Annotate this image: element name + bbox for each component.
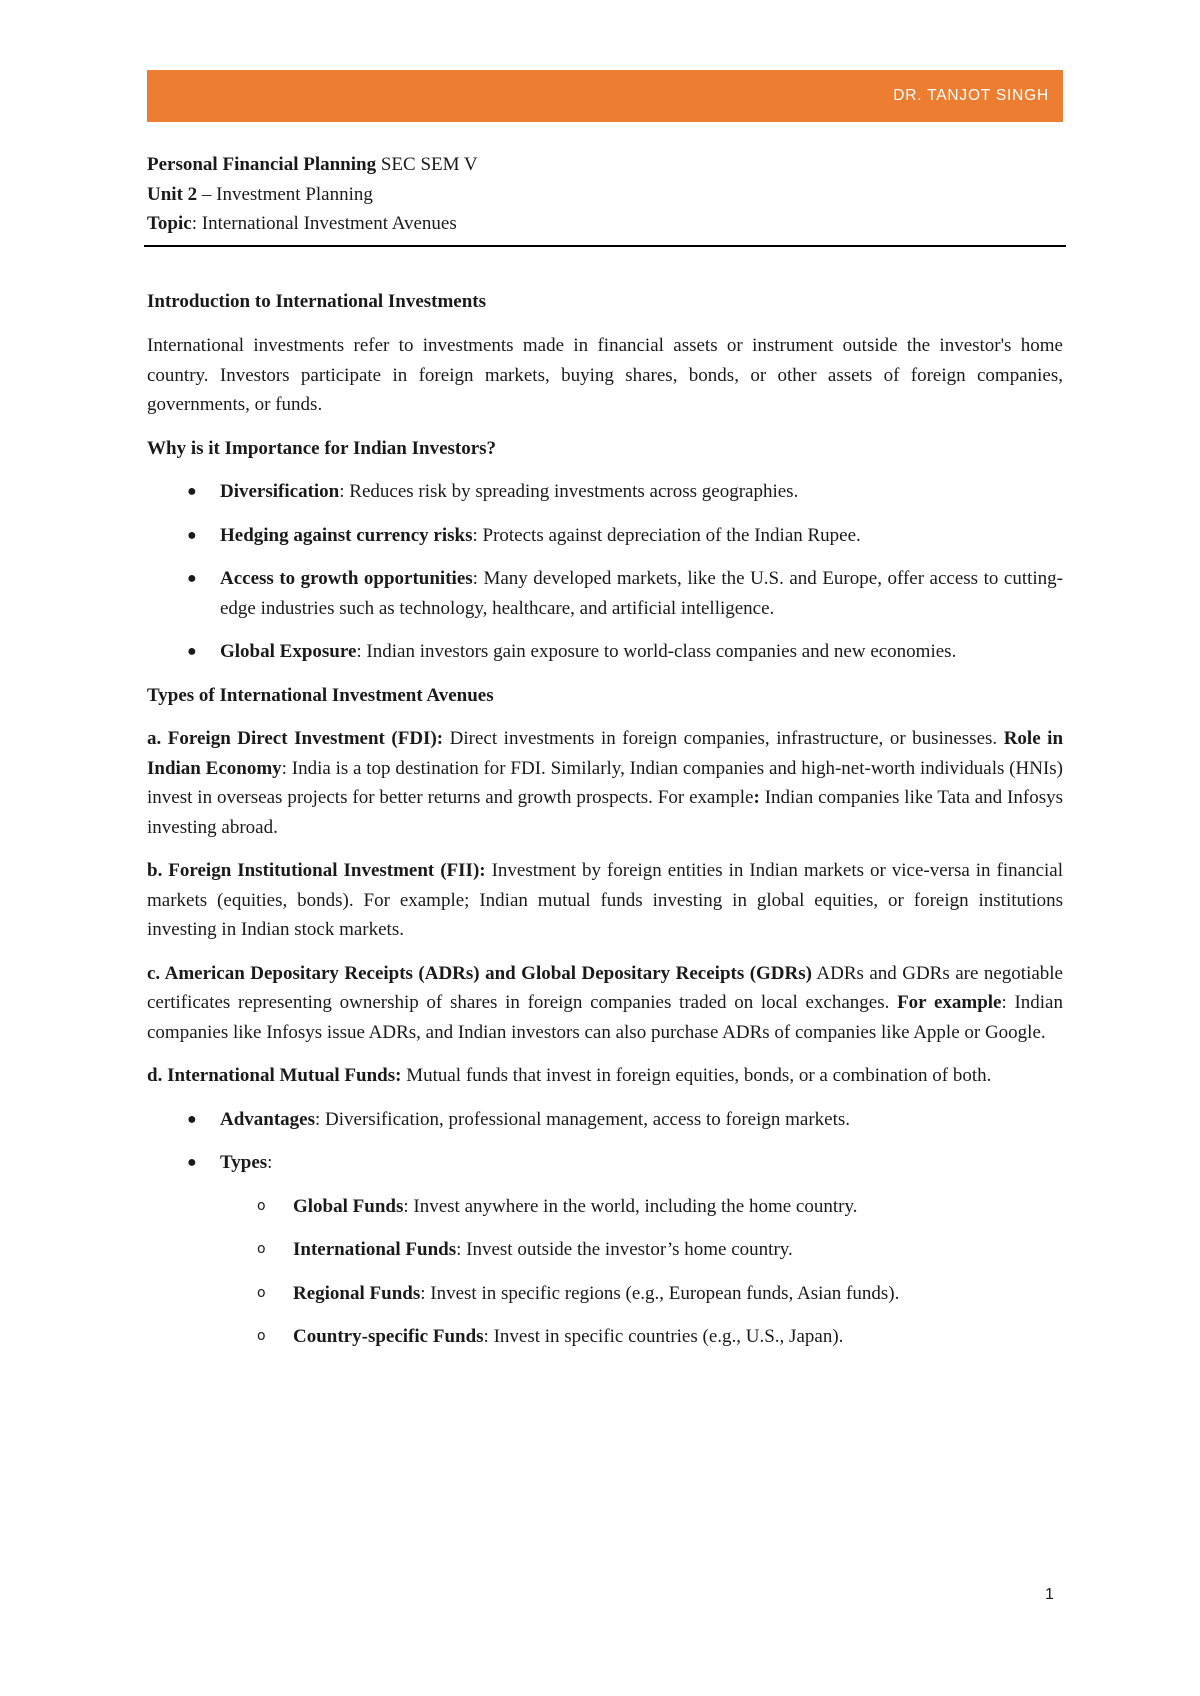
topic-line	[147, 209, 1063, 239]
fii-paragraph: b. Foreign Institutional Investment (FII): Investment by foreign entities in Indian markets or vice-versa in financial markets (equities, bonds). For example; Indian mutual funds investing in global equities, or foreign institutions investing in Indian stock markets.	[147, 860, 1063, 940]
author-name: DR. TANJOT SINGH	[893, 87, 1049, 104]
list-item: ● Global Exposure: Indian investors gain exposure to world-class companies and new economies.	[147, 637, 1063, 667]
circle-bullet-icon: o	[257, 1241, 266, 1257]
bullet-icon: ●	[187, 483, 197, 500]
topic-label: Topic	[147, 213, 192, 234]
course-title: Personal Financial Planning	[147, 154, 377, 175]
types-heading: Types of International Investment Avenues	[147, 684, 494, 706]
list-item: o Global Funds: Invest anywhere in the world, including the home country.	[147, 1192, 1063, 1222]
course-info: SEC SEM V	[376, 154, 478, 175]
course-line	[147, 150, 1063, 180]
list-item: ● Diversification: Reduces risk by spreading investments across geographies.	[147, 477, 1063, 507]
circle-bullet-icon: o	[257, 1197, 266, 1214]
list-item: ● Types:	[147, 1148, 1063, 1178]
header-divider	[144, 245, 1066, 247]
bullet-icon: ●	[187, 526, 197, 544]
unit-label: Unit 2	[147, 183, 198, 205]
list-item: o Country-specific Funds: Invest in specific countries (e.g., U.S., Japan).	[147, 1322, 1063, 1352]
intro-heading: Introduction to International Investments	[147, 290, 487, 312]
header-bar	[147, 70, 1063, 122]
bullet-icon: ●	[187, 1110, 197, 1128]
intro-paragraph: International investments refer to investments made in financial assets or instrument outside the investor's home country. Investors participate in foreign markets, buying shares, bonds, or other assets of foreign companies, governments, or funds.	[147, 335, 1063, 415]
list-item: o International Funds: Invest outside the investor’s home country.	[147, 1235, 1063, 1265]
circle-bullet-icon: o	[257, 1284, 266, 1301]
list-item: ● Access to growth opportunities: Many developed markets, like the U.S. and Europe, offer access to cutting-edge industries such as technology, healthcare, and artificial intelligence.	[147, 564, 1063, 623]
fund-types-list	[147, 1192, 1063, 1352]
bullet-icon: ●	[187, 1154, 197, 1171]
bullet-icon: ●	[187, 570, 197, 587]
list-item: o Regional Funds: Invest in specific regions (e.g., European funds, Asian funds).	[147, 1279, 1063, 1309]
unit-line	[147, 180, 1063, 210]
mutual-funds-paragraph: d. International Mutual Funds: Mutual funds that invest in foreign equities, bonds, or a combination of both.	[147, 1065, 992, 1086]
fdi-paragraph: a. Foreign Direct Investment (FDI): Direct investments in foreign companies, infrastructure, or businesses. Role in Indian Economy: India is a top destination for FDI. Similarly, Indian companies and high-net-worth individuals (HNIs) invest in overseas projects for better returns and growth prospects. For example: Indian companies like Tata and Infosys investing abroad.	[147, 728, 1064, 838]
document-body	[147, 150, 1063, 1352]
list-item: ● Hedging against currency risks: Protects against depreciation of the Indian Rupee.	[147, 521, 1063, 551]
bullet-icon: ●	[187, 643, 197, 660]
page-number: 1	[1045, 1586, 1054, 1603]
importance-list	[147, 477, 1063, 667]
topic-info: : International Investment Avenues	[191, 213, 457, 234]
mutual-funds-list	[147, 1105, 1063, 1178]
adr-paragraph: c. American Depositary Receipts (ADRs) and Global Depositary Receipts (GDRs) ADRs and GDRs are negotiable certificates representing ownership of shares in foreign companies traded on local exchanges. For example: Indian companies like Infosys issue ADRs, and Indian investors can also purchase ADRs of companies like Apple or Google.	[147, 962, 1063, 1043]
circle-bullet-icon: o	[257, 1328, 266, 1344]
list-item: ● Advantages: Diversification, professional management, access to foreign markets.	[147, 1105, 1063, 1135]
importance-heading: Why is it Importance for Indian Investors?	[147, 437, 497, 459]
unit-info: – Investment Planning	[197, 183, 373, 205]
